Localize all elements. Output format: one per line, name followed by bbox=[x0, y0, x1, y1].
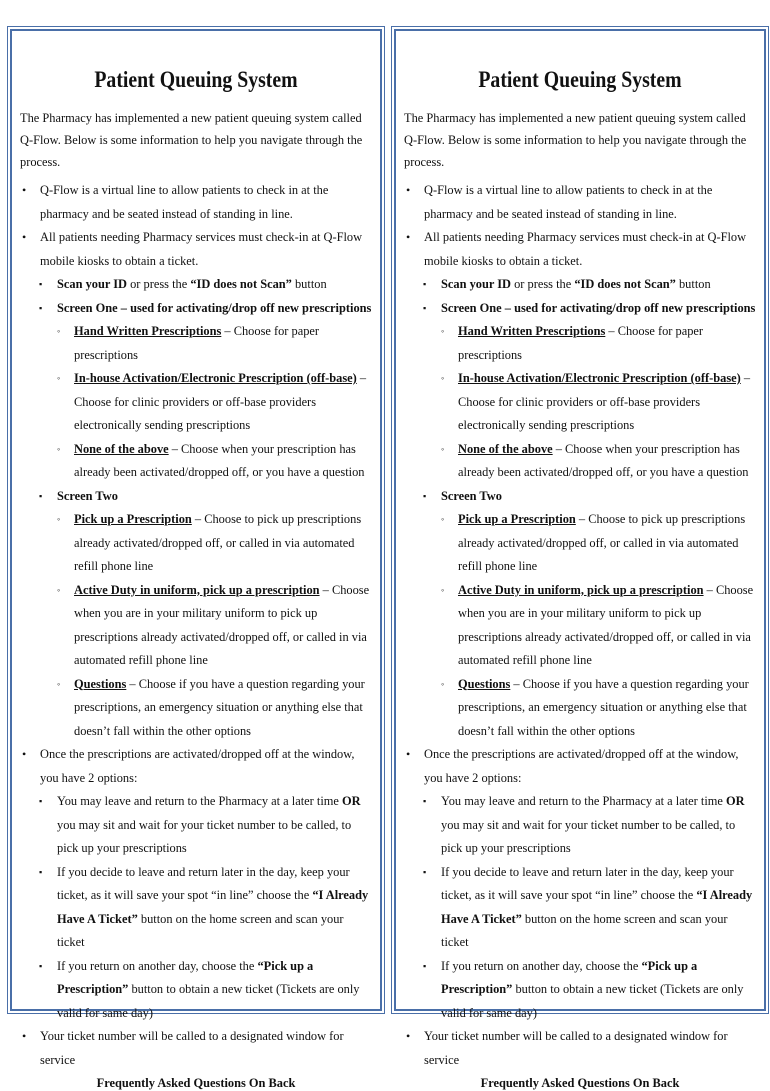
square-bullet-icon: ▪ bbox=[423, 960, 427, 971]
list-item: ▪ Scan your ID or press the “ID does not Scan” button bbox=[404, 273, 756, 297]
square-bullet-icon: ▪ bbox=[39, 796, 43, 806]
square-bullet-icon: ▪ bbox=[423, 866, 427, 877]
list-item: ◦ Questions – Choose if you have a question regarding your prescriptions, an emergency situation or anything else that doesn’t fall within the other options bbox=[20, 673, 372, 744]
list-item: • All patients needing Pharmacy services must check-in at Q-Flow mobile kiosks to obtain a ticket. bbox=[20, 226, 372, 273]
intro-paragraph: The Pharmacy has implemented a new patient queuing system called Q-Flow. Below is some information to help you navigate through the process. bbox=[20, 111, 363, 169]
list-item: ▪ Screen Two bbox=[404, 485, 756, 509]
list-item: • All patients needing Pharmacy services must check-in at Q-Flow mobile kiosks to obtain a ticket. bbox=[404, 226, 756, 273]
list-item: ▪ Scan your ID or press the “ID does not Scan” button bbox=[20, 273, 372, 297]
square-bullet-icon: ▪ bbox=[39, 866, 43, 877]
circle-bullet-icon: ◦ bbox=[57, 373, 61, 383]
list-item: • Once the prescriptions are activated/dropped off at the window, you have 2 options: bbox=[20, 743, 372, 790]
square-bullet-icon: ▪ bbox=[39, 302, 43, 313]
circle-bullet-icon: ◦ bbox=[57, 514, 61, 524]
list-item: ◦ None of the above – Choose when your prescription has already been activated/dropped off, or you have a question bbox=[20, 438, 372, 485]
circle-bullet-icon: ◦ bbox=[441, 326, 445, 336]
bullet-icon: • bbox=[22, 183, 27, 197]
flyer-panel-left bbox=[10, 29, 382, 1090]
circle-bullet-icon: ◦ bbox=[441, 373, 445, 383]
list-item: ◦ None of the above – Choose when your prescription has already been activated/dropped off, or you have a question bbox=[404, 438, 756, 485]
list-item: ◦ In-house Activation/Electronic Prescription (off-base) – Choose for clinic providers or off-base providers electronically sending prescriptions bbox=[20, 367, 372, 438]
list-item: • Once the prescriptions are activated/dropped off at the window, you have 2 options: bbox=[404, 743, 756, 790]
list-item: ▪ Screen One – used for activating/drop off new prescriptions bbox=[404, 297, 756, 321]
circle-bullet-icon: ◦ bbox=[441, 443, 445, 454]
circle-bullet-icon: ◦ bbox=[57, 584, 61, 595]
flyer-panel-right bbox=[394, 29, 766, 1090]
square-bullet-icon: ▪ bbox=[423, 490, 427, 501]
list-item: ◦ Hand Written Prescriptions – Choose for paper prescriptions bbox=[20, 320, 372, 367]
list-item: ▪ If you return on another day, choose the “Pick up a Prescription” button to obtain a new ticket (Tickets are only valid for same day) bbox=[20, 955, 372, 1026]
bullet-icon: • bbox=[22, 747, 27, 761]
list-item: ▪ Screen Two bbox=[20, 485, 372, 509]
bullet-icon: • bbox=[406, 230, 411, 244]
list-item: ▪ If you decide to leave and return later in the day, keep your ticket, as it will save your spot “in line” choose the “I Already Have A Ticket” button on the home screen and scan your ticket bbox=[20, 861, 372, 955]
bullet-icon: • bbox=[406, 1029, 411, 1043]
circle-bullet-icon: ◦ bbox=[57, 678, 61, 689]
list-item: ▪ Screen One – used for activating/drop off new prescriptions bbox=[20, 297, 372, 321]
info-list bbox=[404, 179, 756, 1072]
square-bullet-icon: ▪ bbox=[423, 796, 427, 806]
square-bullet-icon: ▪ bbox=[39, 279, 43, 289]
bullet-icon: • bbox=[22, 1029, 27, 1043]
list-item: ◦ Active Duty in uniform, pick up a prescription – Choose when you are in your military uniform to pick up prescriptions already activated/dropped off, or called in via automated refill phone line bbox=[404, 579, 756, 673]
list-item: ◦ In-house Activation/Electronic Prescription (off-base) – Choose for clinic providers or off-base providers electronically sending prescriptions bbox=[404, 367, 756, 438]
page-title: Patient Queuing System bbox=[94, 67, 298, 92]
square-bullet-icon: ▪ bbox=[39, 490, 43, 501]
list-item: • Q-Flow is a virtual line to allow patients to check in at the pharmacy and be seated instead of standing in line. bbox=[20, 179, 372, 226]
list-item: • Your ticket number will be called to a designated window for service bbox=[20, 1025, 372, 1072]
circle-bullet-icon: ◦ bbox=[441, 514, 445, 524]
list-item: ◦ Pick up a Prescription – Choose to pick up prescriptions already activated/dropped off, or called in via automated refill phone line bbox=[20, 508, 372, 579]
faq-note: Frequently Asked Questions On Back bbox=[480, 1076, 680, 1090]
square-bullet-icon: ▪ bbox=[423, 279, 427, 289]
list-item: ◦ Questions – Choose if you have a question regarding your prescriptions, an emergency situation or anything else that doesn’t fall within the other options bbox=[404, 673, 756, 744]
circle-bullet-icon: ◦ bbox=[441, 678, 445, 689]
square-bullet-icon: ▪ bbox=[423, 302, 427, 313]
list-item: • Your ticket number will be called to a designated window for service bbox=[404, 1025, 756, 1072]
info-list bbox=[20, 179, 372, 1072]
list-item: ▪ You may leave and return to the Pharmacy at a later time OR you may sit and wait for your ticket number to be called, to pick up your prescriptions bbox=[20, 790, 372, 861]
intro-paragraph: The Pharmacy has implemented a new patient queuing system called Q-Flow. Below is some information to help you navigate through the process. bbox=[404, 111, 747, 169]
bullet-icon: • bbox=[22, 230, 27, 244]
list-item: ▪ If you return on another day, choose the “Pick up a Prescription” button to obtain a new ticket (Tickets are only valid for same day) bbox=[404, 955, 756, 1026]
list-item: ◦ Hand Written Prescriptions – Choose for paper prescriptions bbox=[404, 320, 756, 367]
list-item: ◦ Pick up a Prescription – Choose to pick up prescriptions already activated/dropped off, or called in via automated refill phone line bbox=[404, 508, 756, 579]
list-item: • Q-Flow is a virtual line to allow patients to check in at the pharmacy and be seated instead of standing in line. bbox=[404, 179, 756, 226]
circle-bullet-icon: ◦ bbox=[57, 443, 61, 454]
faq-note: Frequently Asked Questions On Back bbox=[96, 1076, 296, 1090]
list-item: ◦ Active Duty in uniform, pick up a prescription – Choose when you are in your military uniform to pick up prescriptions already activated/dropped off, or called in via automated refill phone line bbox=[20, 579, 372, 673]
bullet-icon: • bbox=[406, 183, 411, 197]
list-item: ▪ You may leave and return to the Pharmacy at a later time OR you may sit and wait for your ticket number to be called, to pick up your prescriptions bbox=[404, 790, 756, 861]
circle-bullet-icon: ◦ bbox=[57, 326, 61, 336]
page-title: Patient Queuing System bbox=[478, 67, 682, 92]
circle-bullet-icon: ◦ bbox=[441, 584, 445, 595]
square-bullet-icon: ▪ bbox=[39, 960, 43, 971]
list-item: ▪ If you decide to leave and return later in the day, keep your ticket, as it will save your spot “in line” choose the “I Already Have A Ticket” button on the home screen and scan your ticket bbox=[404, 861, 756, 955]
bullet-icon: • bbox=[406, 747, 411, 761]
